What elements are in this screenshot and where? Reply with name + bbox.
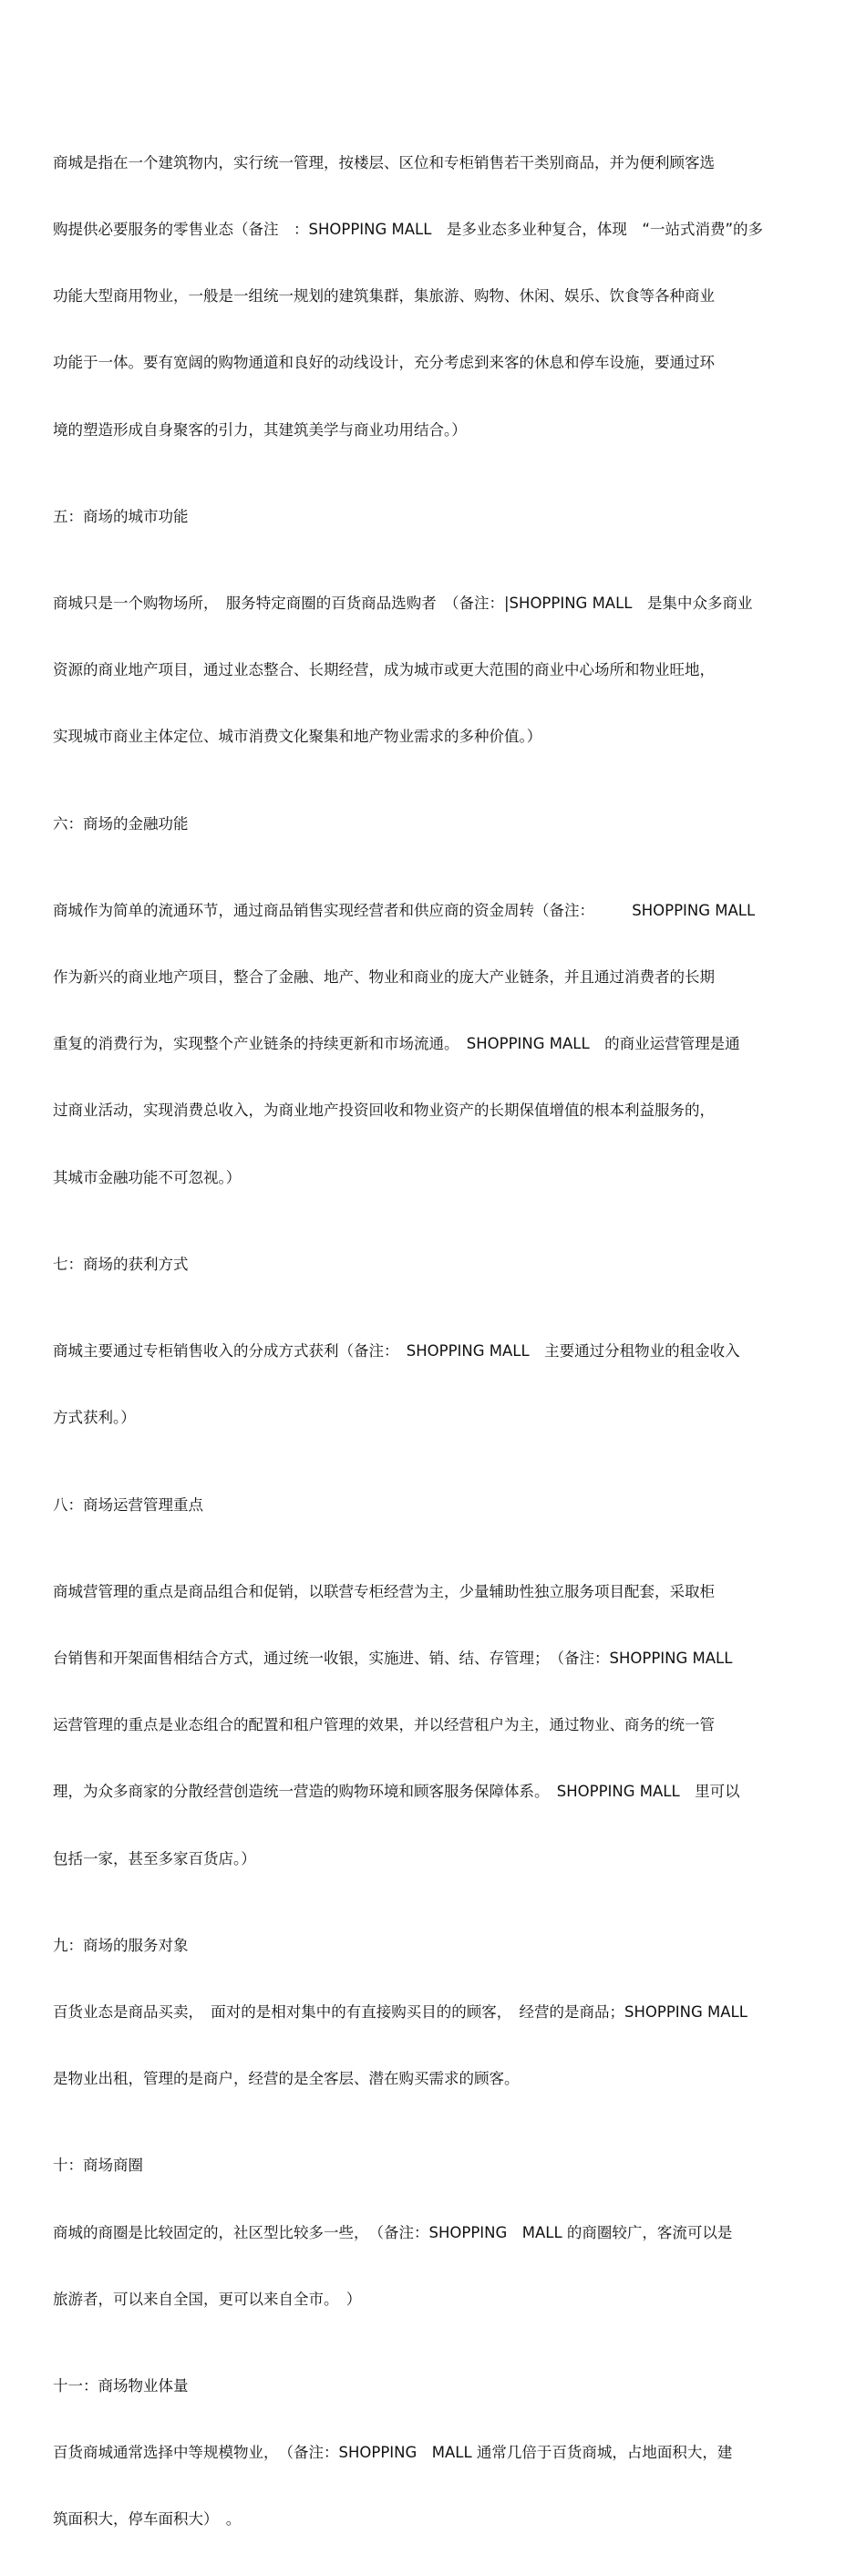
paragraph-line: 过商业活动，实现消费总收入，为商业地产投资回收和物业资产的长期保值增值的根本利益服务的， — [53, 1102, 715, 1120]
paragraph-line: 实现城市商业主体定位、城市消费文化聚集和地产物业需求的多种价值。） — [53, 728, 542, 746]
intro-line: 境的塑造形成自身聚客的引力，其建筑美学与商业功用结合。） — [53, 420, 467, 439]
paragraph-line: 资源的商业地产项目，通过业态整合、长期经营，成为城市或更大范围的商业中心场所和物业旺地， — [53, 661, 715, 679]
intro-line: 功能大型商用物业，一般是一组统一规划的建筑集群，集旅游、购物、休闲、娱乐、饮食等各种商业 — [53, 287, 715, 305]
intro-line: 商城是指在一个建筑物内，实行统一管理，按楼层、区位和专柜销售若干类别商品，并为便利顾客选 — [53, 153, 715, 171]
section-paragraph — [53, 1296, 828, 1474]
paragraph-line: 其城市金融功能不可忽视。） — [53, 1168, 242, 1186]
section-heading: 十一：商场物业体量 — [53, 2377, 189, 2395]
section-heading: 十：商场商圈 — [53, 2157, 143, 2175]
section-paragraph — [53, 855, 828, 1234]
section-paragraph — [53, 1536, 828, 1915]
paragraph-line: 运营管理的重点是业态组合的配置和租户管理的效果，并以经营租户为主，通过物业、商务的统一管 — [53, 1716, 715, 1734]
paragraph-line: 方式获利。） — [53, 1409, 136, 1427]
paragraph-line: 理，为众多商家的分散经营创造统一营造的购物环境和顾客服务保障体系。 SHOPPING MALL 里可以 — [53, 1783, 740, 1801]
intro-line: 功能于一体。要有宽阔的购物通道和良好的动线设计，充分考虑到来客的休息和停车设施，要通过环 — [53, 354, 715, 372]
paragraph-line: 商城只是一个购物场所， 服务特定商圈的百货商品选购者 （备注：|SHOPPING MALL 是集中众多商业 — [53, 595, 753, 613]
paragraph-line: 百货业态是商品买卖， 面对的是相对集中的有直接购买目的的顾客， 经营的是商品；SHOPPING MALL — [53, 2002, 747, 2021]
paragraph-line: 商城营管理的重点是商品组合和促销，以联营专柜经营为主，少量辅助性独立服务项目配套，采取柜 — [53, 1582, 715, 1600]
section-heading: 七：商场的获利方式 — [53, 1255, 189, 1273]
section-heading: 九：商场的服务对象 — [53, 1936, 189, 1954]
paragraph-line: 商城主要通过专柜销售收入的分成方式获利（备注： SHOPPING MALL 主要通过分租物业的租金收入 — [53, 1342, 740, 1360]
paragraph-line: 是物业出租，管理的是商户，经营的是全客层、潜在购买需求的顾客。 — [53, 2070, 520, 2088]
section-heading: 八：商场运营管理重点 — [53, 1495, 203, 1514]
section-paragraph — [53, 2178, 828, 2355]
paragraph-line: 作为新兴的商业地产项目，整合了金融、地产、物业和商业的庞大产业链条，并且通过消费者的长期 — [53, 968, 715, 987]
section-paragraph — [53, 2397, 828, 2575]
paragraph-line: 商城作为简单的流通环节，通过商品销售实现经营者和供应商的资金周转（备注： SHOPPING MALL — [53, 901, 756, 919]
document-body — [53, 108, 828, 2576]
section-paragraph — [53, 1957, 828, 2135]
paragraph-line: 筑面积大，停车面积大） 。 — [53, 2510, 242, 2529]
section-heading: 六：商场的金融功能 — [53, 814, 189, 833]
paragraph-line: 商城的商圈是比较固定的，社区型比较多一些， （备注：SHOPPING MALL 的商圈较广，客流可以是 — [53, 2223, 733, 2241]
paragraph-line: 台销售和开架面售相结合方式，通过统一收银，实施进、销、结、存管理； （备注：SHOPPING MALL — [53, 1649, 733, 1667]
paragraph-line: 百货商城通常选择中等规模物业， （备注：SHOPPING MALL 通常几倍于百货商城，占地面积大，建 — [53, 2444, 733, 2462]
section-paragraph — [53, 548, 828, 792]
paragraph-line: 旅游者，可以来自全国，更可以来自全市。 ） — [53, 2290, 362, 2308]
intro-paragraph — [53, 108, 828, 486]
section-heading: 五：商场的城市功能 — [53, 507, 189, 525]
paragraph-line: 重复的消费行为，实现整个产业链条的持续更新和市场流通。 SHOPPING MALL 的商业运营管理是通 — [53, 1035, 740, 1053]
paragraph-line: 包括一家，甚至多家百货店。） — [53, 1849, 256, 1867]
intro-line: 购提供必要服务的零售业态（备注 ：SHOPPING MALL 是多业态多业种复合，体现 “一站式消费”的多 — [53, 221, 764, 239]
